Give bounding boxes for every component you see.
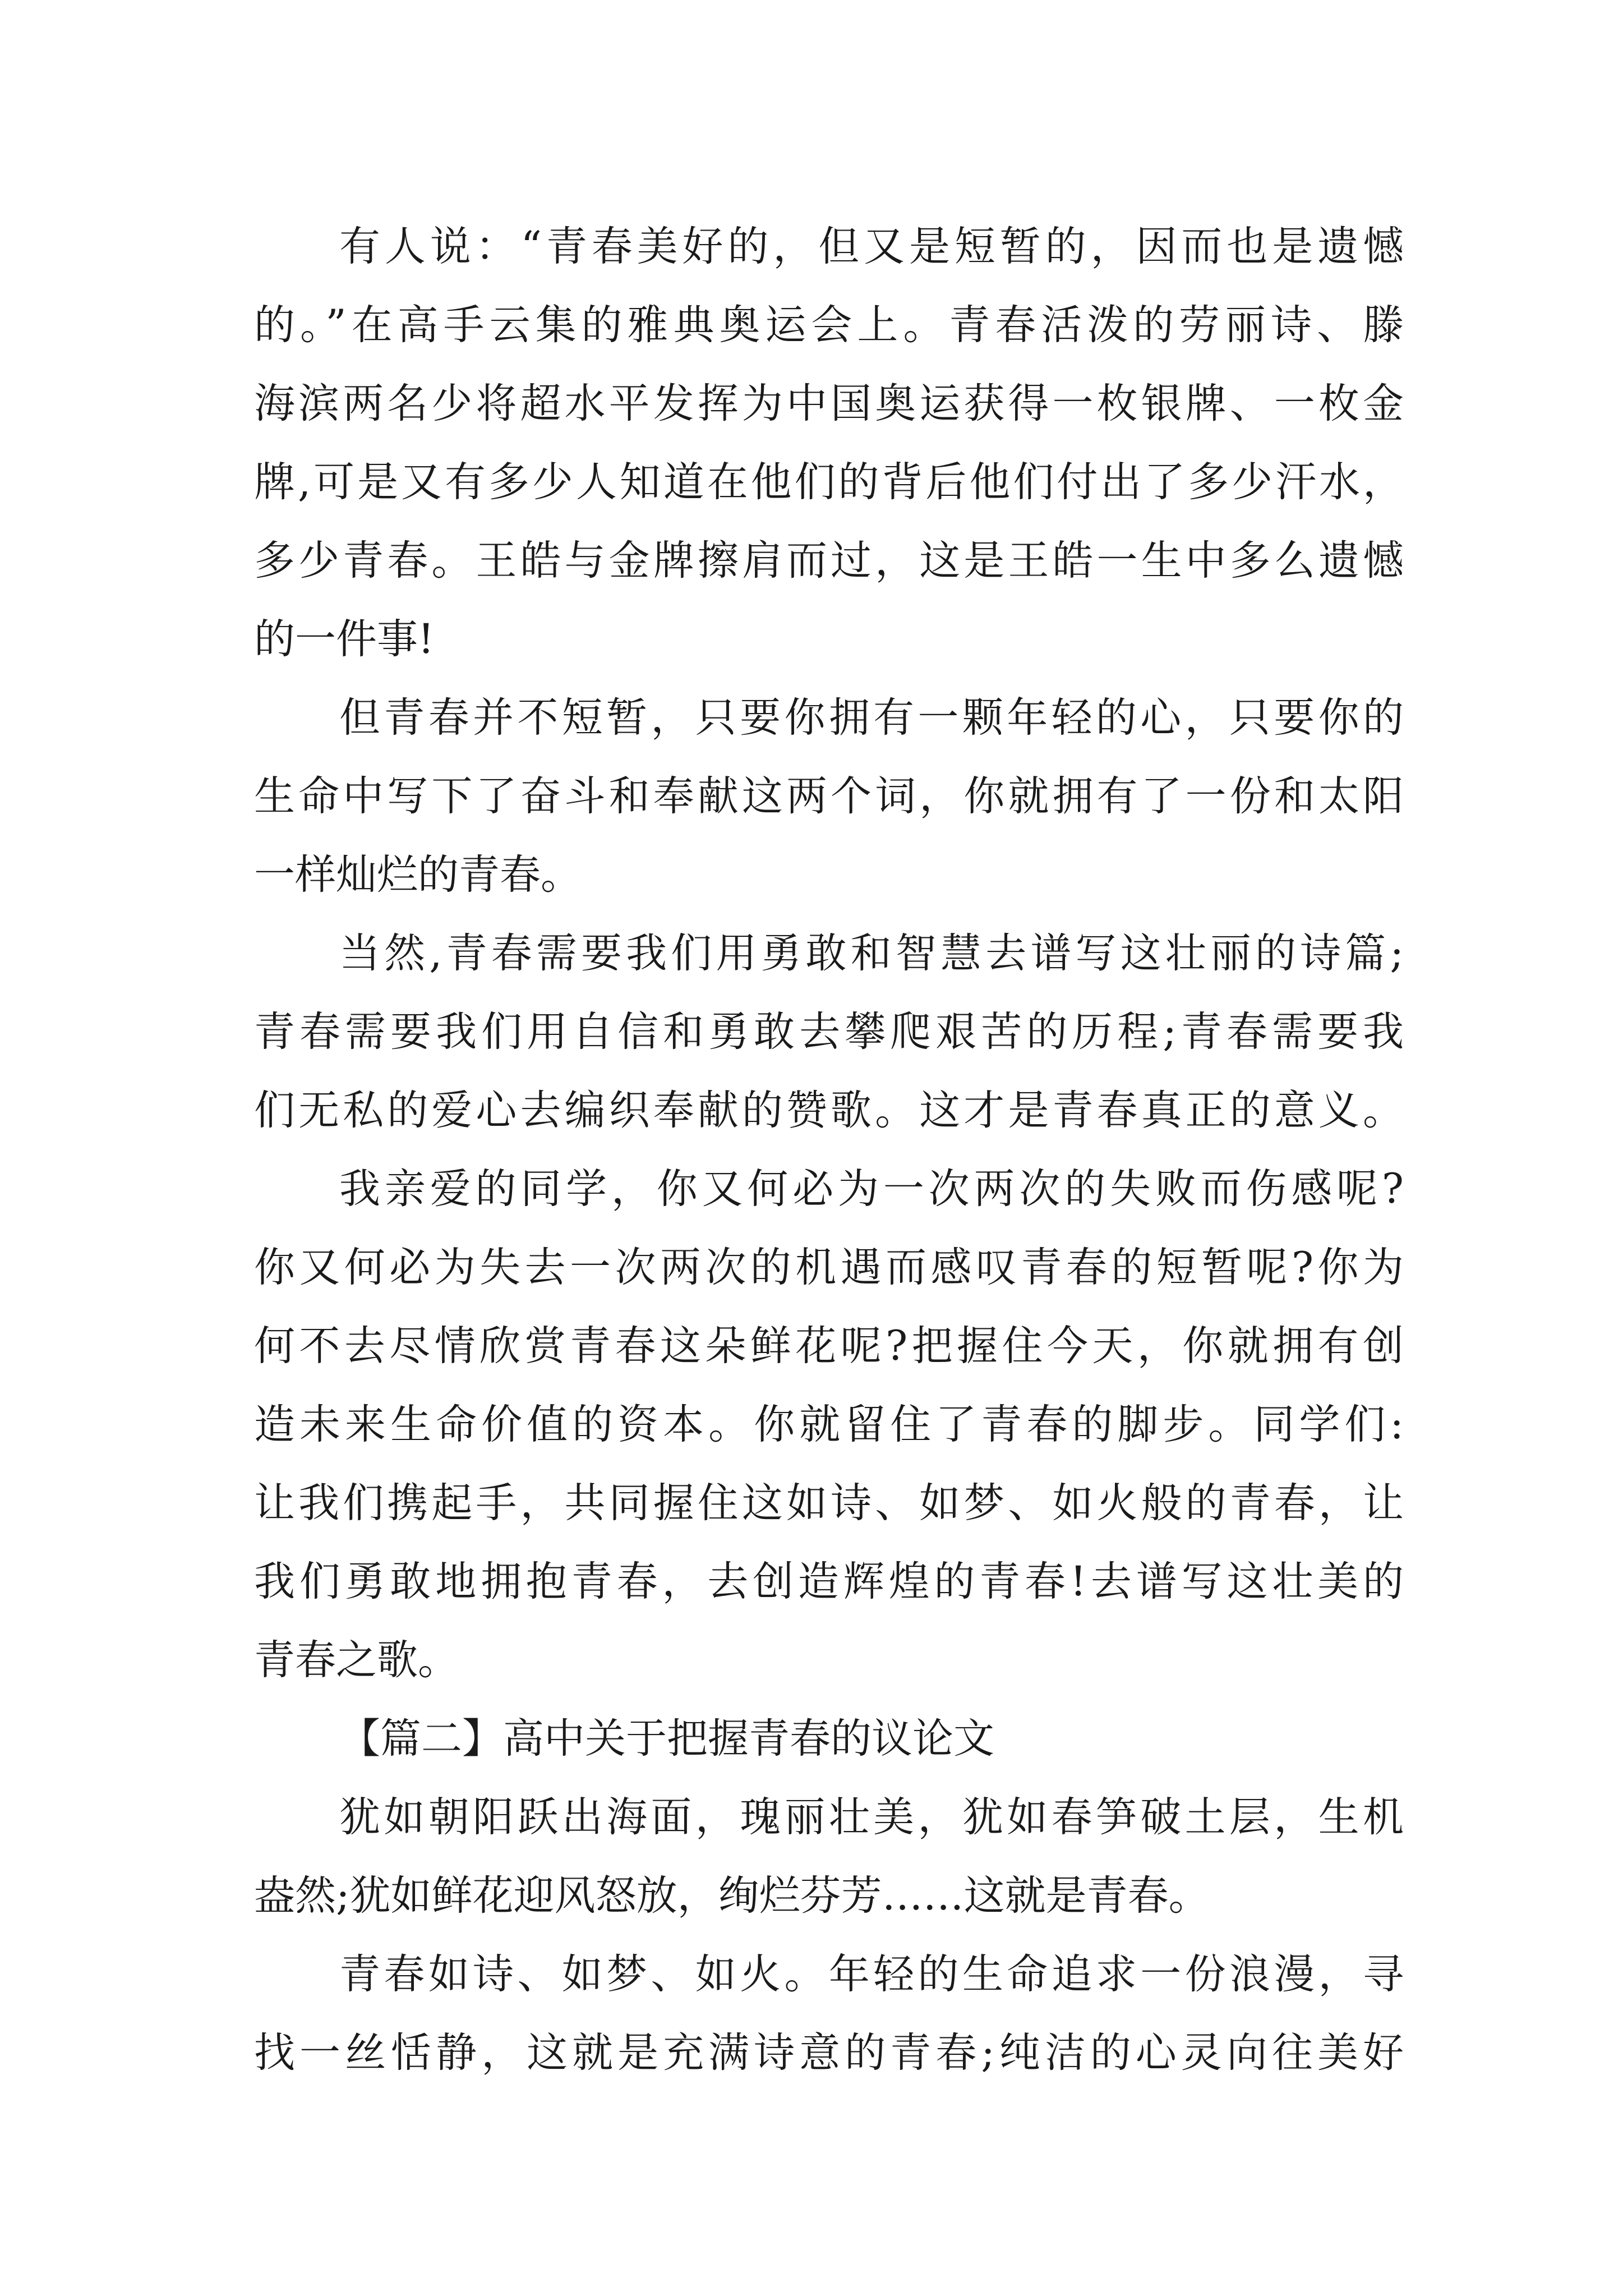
text-line: 何不去尽情欣赏青春这朵鲜花呢?把握住今天，你就拥有创: [254, 1322, 1404, 1370]
text-line: 但青春并不短暂，只要你拥有一颗年轻的心，只要你的: [339, 694, 1404, 742]
text-line: 青春如诗、如梦、如火。年轻的生命追求一份浪漫，寻: [339, 1950, 1404, 1998]
text-line: 有人说：“青春美好的，但又是短暂的，因而也是遗憾: [339, 223, 1404, 270]
text-line: 的。”在高手云集的雅典奥运会上。青春活泼的劳丽诗、滕: [254, 301, 1404, 349]
text-line: 找一丝恬静，这就是充满诗意的青春;纯洁的心灵向往美好: [254, 2029, 1404, 2077]
text-line: 我亲爱的同学，你又何必为一次两次的失败而伤感呢?: [339, 1165, 1404, 1213]
text-line: 让我们携起手，共同握住这如诗、如梦、如火般的青春，让: [254, 1479, 1404, 1527]
text-line: 多少青春。王皓与金牌擦肩而过，这是王皓一生中多么遗憾: [254, 537, 1404, 585]
text-line: 们无私的爱心去编织奉献的赞歌。这才是青春真正的意义。: [254, 1087, 1404, 1134]
heading-line: 【篇二】高中关于把握青春的议论文: [339, 1715, 994, 1763]
text-line: 你又何必为失去一次两次的机遇而感叹青春的短暂呢?你为: [254, 1244, 1404, 1291]
text-line: 我们勇敢地拥抱青春，去创造辉煌的青春!去谱写这壮美的: [254, 1558, 1404, 1605]
text-line: 犹如朝阳跃出海面，瑰丽壮美，犹如春笋破土层，生机: [339, 1793, 1404, 1841]
text-line: 盎然;犹如鲜花迎风怒放，绚烂芬芳……这就是青春。: [254, 1872, 1210, 1920]
text-line: 青春需要我们用自信和勇敢去攀爬艰苦的历程;青春需要我: [254, 1008, 1404, 1056]
text-line: 的一件事!: [254, 615, 435, 663]
text-line: 牌,可是又有多少人知道在他们的背后他们付出了多少汗水，: [254, 458, 1404, 506]
text-line: 当然,青春需要我们用勇敢和智慧去谱写这壮丽的诗篇;: [339, 930, 1404, 977]
text-line: 造未来生命价值的资本。你就留住了青春的脚步。同学们:: [254, 1401, 1404, 1448]
text-line: 青春之歌。: [254, 1636, 459, 1684]
text-line: 一样灿烂的青春。: [254, 851, 582, 899]
text-line: 生命中写下了奋斗和奉献这两个词，你就拥有了一份和太阳: [254, 772, 1404, 820]
text-line: 海滨两名少将超水平发挥为中国奥运获得一枚银牌、一枚金: [254, 380, 1404, 427]
